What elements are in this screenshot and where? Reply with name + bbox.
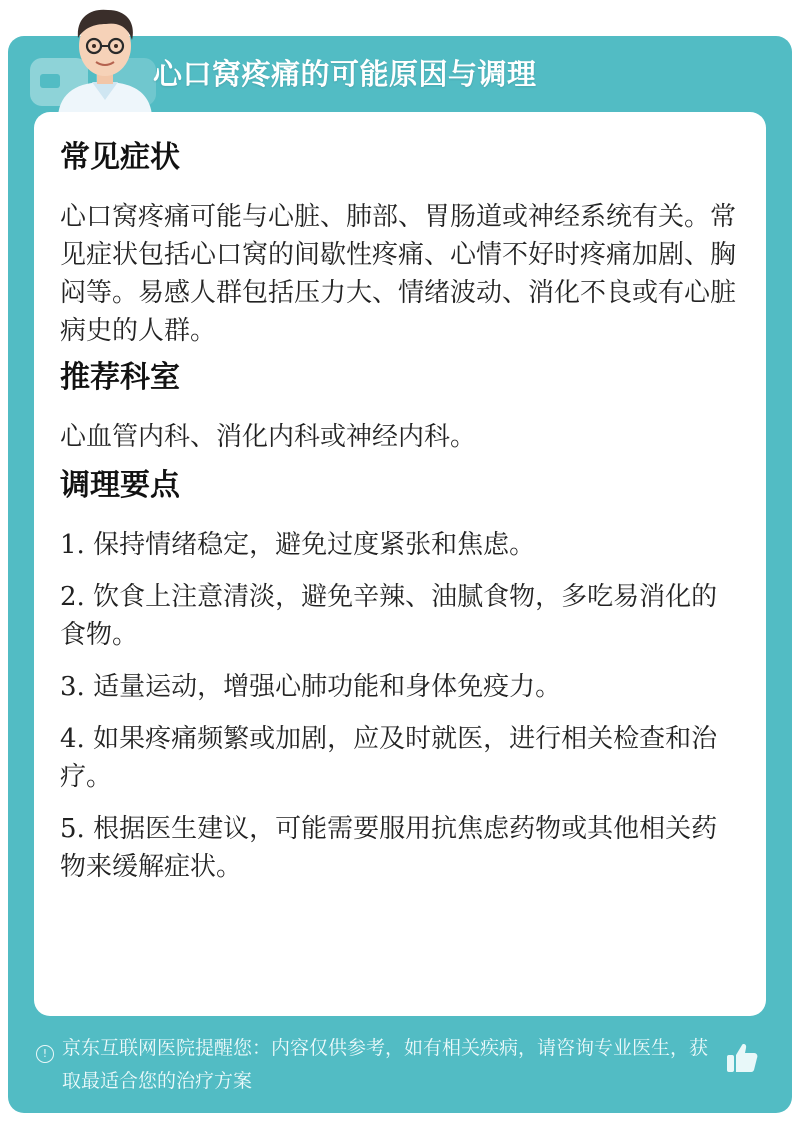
list-item (60, 720, 740, 796)
disclaimer-text: 京东互联网医院提醒您：内容仅供参考，如有相关疾病，请咨询专业医生，获取最适合您的治疗方案 (62, 1037, 709, 1092)
page-title: 心口窝疼痛的可能原因与调理 (153, 57, 537, 91)
list-item (60, 668, 740, 706)
list-item (60, 810, 740, 886)
list-item-text: 饮食上注意清淡，避免辛辣、油腻食物，多吃易消化的食物。 (60, 582, 718, 650)
disclaimer-footer (36, 1032, 726, 1098)
symptoms-text: 心口窝疼痛可能与心脏、肺部、胃肠道或神经系统有关。常见症状包括心口窝的间歇性疼痛、心情不好时疼痛加剧、胸闷等。易感人群包括压力大、情绪波动、消化不良或有心脏病史的人群。 (60, 202, 737, 346)
info-icon: ! (36, 1045, 54, 1063)
department-text: 心血管内科、消化内科或神经内科。 (60, 422, 477, 452)
thumbs-up-icon[interactable] (724, 1040, 760, 1076)
list-item-text: 适量运动，增强心肺功能和身体免疫力。 (93, 672, 562, 702)
list-item-text: 保持情绪稳定，避免过度紧张和焦虑。 (93, 530, 536, 560)
doctor-avatar (50, 0, 160, 116)
content-card (34, 112, 766, 1016)
section-title-symptoms: 常见症状 (60, 140, 180, 175)
list-item-number: 5. (60, 814, 85, 844)
section-title-care: 调理要点 (60, 468, 180, 503)
list-item-text: 如果疼痛频繁或加剧，应及时就医，进行相关检查和治疗。 (60, 724, 718, 792)
care-list (60, 526, 740, 886)
list-item-text: 根据医生建议，可能需要服用抗焦虑药物或其他相关药物来缓解症状。 (60, 814, 718, 882)
list-item-number: 3. (60, 672, 85, 702)
list-item (60, 578, 740, 654)
list-item-number: 4. (60, 724, 85, 754)
section-title-department: 推荐科室 (60, 360, 180, 395)
list-item (60, 526, 740, 564)
list-item-number: 1. (60, 530, 85, 560)
list-item-number: 2. (60, 582, 85, 612)
